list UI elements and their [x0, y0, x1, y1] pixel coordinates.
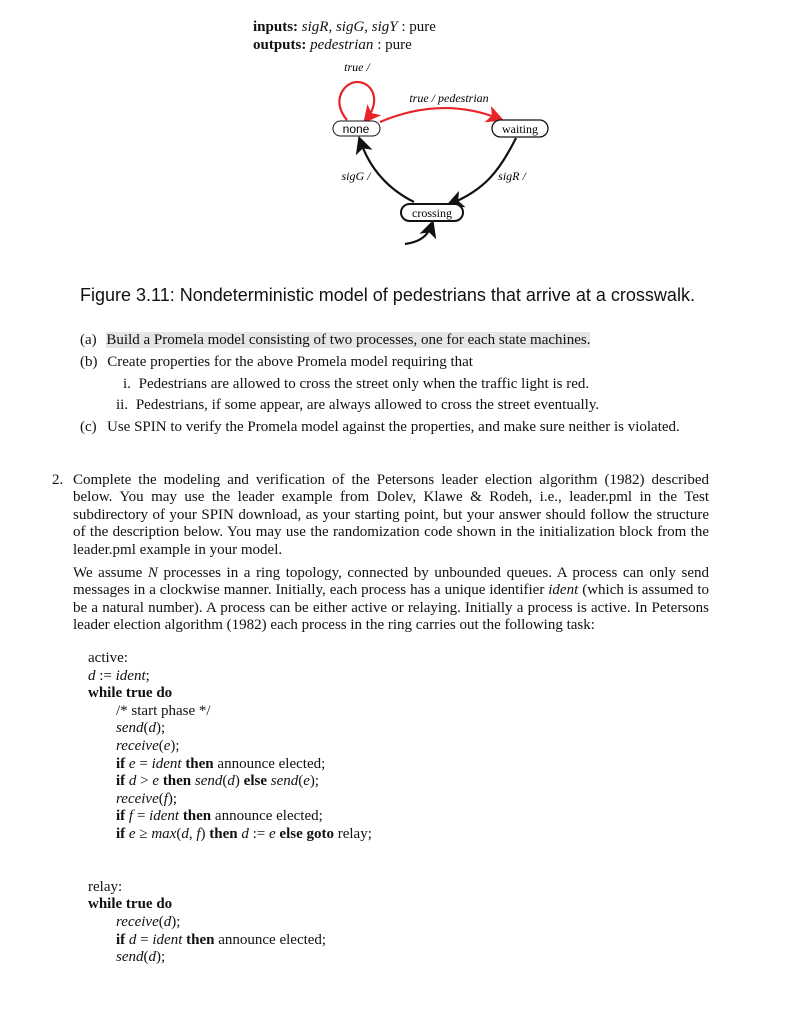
code-identifier: e: [303, 773, 310, 790]
code-text: =: [136, 931, 153, 948]
code-line: [88, 720, 372, 738]
task-b-ii: [116, 397, 599, 414]
code-text: );: [167, 790, 178, 807]
code-line: [88, 685, 372, 703]
inputs-type: : pure: [401, 19, 436, 35]
code-text: ): [234, 773, 244, 790]
code-line: [88, 756, 372, 774]
code-identifier: ident: [149, 808, 180, 825]
svg-text:crossing: crossing: [412, 206, 452, 220]
code-text: ≥: [135, 825, 152, 842]
task-b-ii-label: ii.: [116, 397, 129, 413]
code-identifier: f: [196, 825, 201, 842]
state-none: [333, 121, 380, 136]
task-a-text: Build a Promela model consisting of two processes, one for each state machines.: [106, 332, 591, 348]
inputs-vars: sigR, sigG, sigY: [301, 19, 398, 35]
code-line: [88, 844, 372, 862]
code-text: >: [136, 773, 153, 790]
code-identifier: receive: [116, 737, 159, 754]
code-identifier: d: [227, 773, 235, 790]
code-line: [88, 791, 372, 809]
code-text: );: [309, 773, 320, 790]
question-2-intro: Complete the modeling and verification of the Petersons leader election algorithm (1982) described below. You may use the leader example from Dolev, Klawe & Rodeh, i.e., leader.pml in the Test subdirectory of your SPIN download, as your starting point, but your answer should follow the structure of the description below. You may use the randomization code shown in the initialization block from the leader.pml example in your model.: [73, 472, 709, 558]
code-text: (: [143, 949, 149, 966]
task-c-label: (c): [80, 419, 97, 435]
code-text: :=: [248, 825, 269, 842]
task-a-label: (a): [80, 332, 97, 348]
code-keyword: then: [181, 755, 218, 772]
code-text: (: [158, 913, 164, 930]
task-b-label: (b): [80, 354, 98, 370]
state-waiting: [492, 120, 548, 137]
task-c-text: Use SPIN to verify the Promela model against the properties, and make sure neither is violated.: [107, 419, 680, 435]
code-line: [88, 808, 372, 826]
code-keyword: while true do: [88, 685, 173, 702]
code-text: (: [176, 825, 182, 842]
code-text: relay:: [88, 878, 123, 895]
task-c: [80, 419, 708, 436]
figure-caption: Figure 3.11: Nondeterministic model of pedestrians that arrive at a crosswalk.: [80, 285, 695, 305]
code-identifier: d: [148, 720, 156, 737]
code-text: );: [171, 913, 181, 930]
outputs-type: : pure: [377, 37, 412, 53]
code-keyword: then: [159, 773, 195, 790]
task-b-ii-text: Pedestrians, if some appear, are always allowed to cross the street eventually.: [135, 397, 600, 413]
code-keyword: if: [116, 808, 129, 825]
code-identifier: d: [88, 667, 96, 684]
code-line: [88, 773, 372, 791]
code-identifier: send: [116, 949, 144, 966]
code-text: active:: [88, 650, 128, 666]
algorithm-pseudocode: [88, 650, 372, 967]
code-keyword: if: [116, 825, 129, 842]
code-keyword: if: [116, 773, 129, 790]
svg-text:waiting: waiting: [502, 122, 538, 136]
code-identifier: f: [163, 790, 168, 807]
code-line: [88, 738, 372, 756]
code-text: /* start phase */: [116, 702, 211, 719]
code-text: (: [158, 790, 164, 807]
state-crossing: [401, 204, 463, 221]
code-text: (: [222, 773, 228, 790]
code-text: relay;: [337, 825, 372, 842]
code-identifier: d: [128, 773, 137, 790]
code-text: ;: [145, 667, 150, 684]
label-crossing-to-none: sigG /: [341, 169, 371, 183]
code-identifier: e: [268, 825, 276, 842]
code-identifier: e: [152, 773, 160, 790]
code-keyword: if: [116, 755, 129, 772]
code-line: [88, 914, 372, 932]
code-line: [88, 896, 372, 914]
question-2-assumptions: [73, 565, 709, 635]
code-text: =: [135, 755, 152, 772]
code-text: );: [170, 737, 180, 754]
code-keyword: then: [209, 825, 242, 842]
code-text: announce elected;: [218, 931, 327, 948]
label-self-loop: true /: [344, 60, 370, 74]
code-identifier: e: [128, 825, 136, 842]
self-loop-arrow: [339, 82, 374, 120]
var-ident: ident: [548, 582, 579, 599]
assume-text-2: processes in a ring topology, connected by unbounded queues. A process can only send messages in a clockwise manner. Initially, each process has a unique identifier: [73, 565, 709, 599]
code-identifier: receive: [116, 790, 159, 807]
code-identifier: max: [151, 825, 177, 842]
code-keyword: then: [182, 931, 219, 948]
code-text: );: [156, 949, 166, 966]
code-identifier: receive: [116, 913, 159, 930]
initial-arrow: [405, 224, 432, 244]
task-b-i: [123, 376, 589, 393]
code-text: (: [298, 773, 304, 790]
var-N: N: [147, 565, 158, 581]
code-text: announce elected;: [217, 755, 326, 772]
task-b: [80, 354, 473, 371]
task-b-i-text: Pedestrians are allowed to cross the street only when the traffic light is red.: [138, 376, 590, 392]
code-identifier: send: [194, 773, 223, 790]
code-text: :=: [95, 667, 116, 684]
code-text: (: [158, 737, 164, 754]
code-line: [88, 826, 372, 844]
question-2-number: 2.: [52, 472, 64, 488]
code-text: =: [133, 808, 150, 825]
code-line: [88, 861, 372, 879]
code-identifier: d: [148, 949, 156, 966]
code-line: [88, 879, 372, 897]
svg-text:none: none: [342, 122, 370, 136]
assume-text-3: (which is assumed to be a natural number). A process can be either active or relaying. Initially a process is active. In Petersons leader election algorithm (1982) each process in the ring carries out the following task:: [73, 582, 709, 634]
code-identifier: ident: [151, 755, 182, 772]
code-identifier: send: [116, 720, 144, 737]
code-text: (: [143, 720, 149, 737]
code-identifier: d: [181, 825, 189, 842]
code-identifier: ident: [152, 931, 183, 948]
code-keyword: then: [179, 808, 215, 825]
label-none-to-waiting: true / pedestrian: [409, 91, 489, 105]
code-identifier: e: [163, 737, 171, 754]
code-line: [88, 949, 372, 967]
state-machine-diagram: [0, 0, 800, 260]
task-a: [80, 332, 590, 349]
code-identifier: send: [270, 773, 299, 790]
code-text: announce elected;: [214, 808, 323, 825]
label-waiting-to-crossing: sigR /: [498, 169, 526, 183]
code-text: ): [200, 825, 210, 842]
code-identifier: f: [128, 808, 134, 825]
assume-text-1: We assume: [73, 565, 148, 581]
code-identifier: ident: [115, 667, 146, 684]
code-line: [88, 932, 372, 950]
inputs-label: inputs:: [253, 19, 299, 35]
code-keyword: else goto: [275, 825, 338, 842]
code-keyword: if: [116, 931, 129, 948]
code-identifier: d: [128, 931, 137, 948]
task-b-i-label: i.: [123, 376, 131, 392]
code-line: [88, 703, 372, 721]
code-text: );: [156, 720, 166, 737]
code-keyword: while true do: [88, 896, 173, 913]
code-identifier: d: [163, 913, 172, 930]
none-to-waiting-arrow: [380, 108, 500, 122]
code-text: ,: [188, 825, 197, 842]
code-line: [88, 650, 372, 668]
code-line: [88, 668, 372, 686]
outputs-vars: pedestrian: [310, 37, 374, 53]
code-identifier: e: [128, 755, 136, 772]
outputs-label: outputs:: [253, 37, 307, 53]
task-b-text: Create properties for the above Promela model requiring that: [107, 354, 473, 370]
code-keyword: else: [243, 773, 271, 790]
code-identifier: d: [241, 825, 249, 842]
